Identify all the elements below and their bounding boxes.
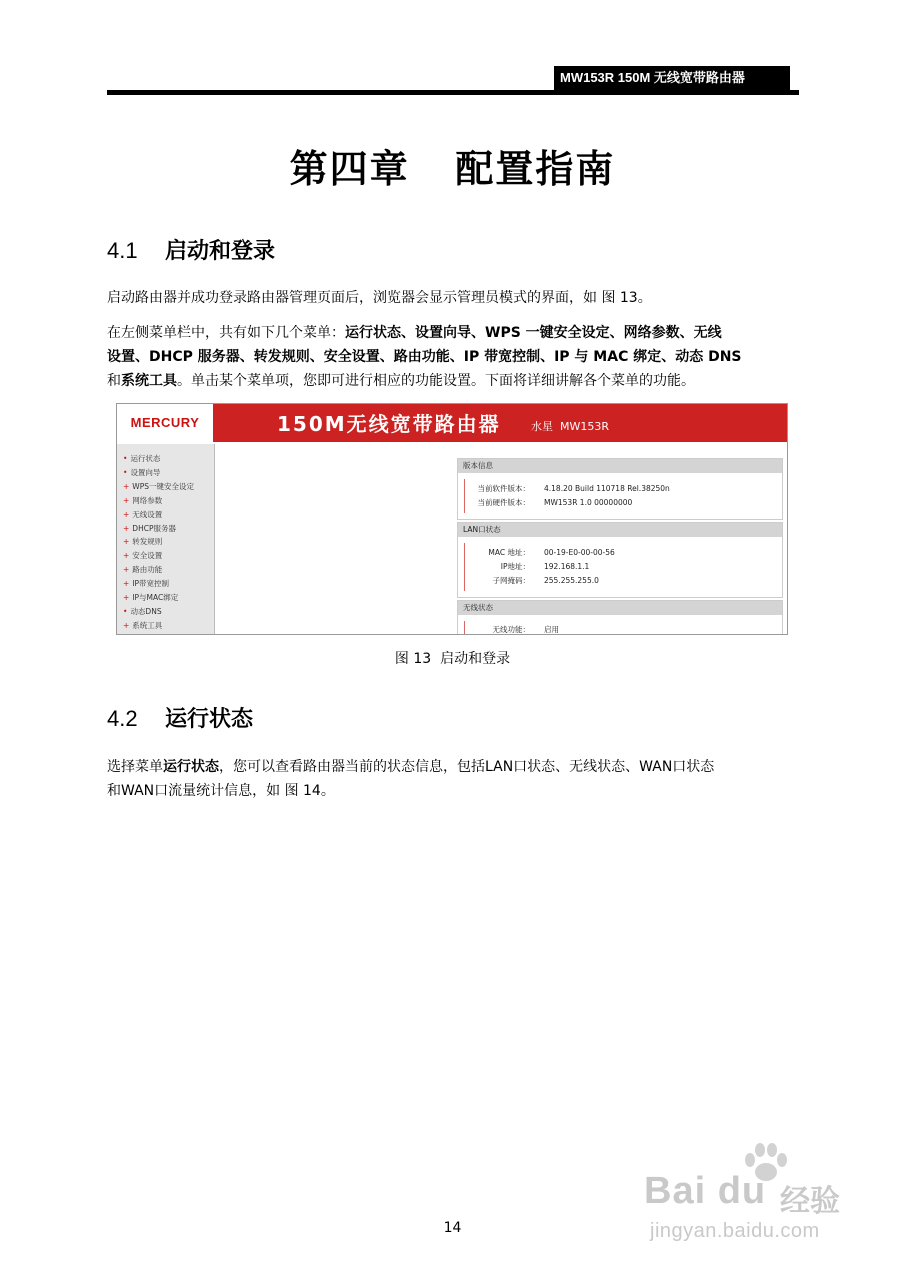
status-desc: ，您可以查看路由器当前的状态信息，包括LAN口状态、无线状态、WAN口状态 [219, 759, 715, 775]
menu-list-and: 和 [107, 373, 121, 389]
menu-list-items-3: 系统工具 [121, 373, 177, 389]
router-admin-screenshot [116, 403, 788, 635]
menu-item-ip-mac[interactable]: + IP与MAC绑定 [123, 593, 179, 603]
lan-panel [457, 522, 783, 598]
paragraph-intro: 启动路由器并成功登录路由器管理页面后，浏览器会显示管理员模式的界面，如 图 13。 [107, 290, 652, 306]
bullet-icon: • [123, 454, 128, 463]
status-menu-name: 运行状态 [163, 759, 219, 775]
menu-item-routing[interactable]: + 路由功能 [123, 565, 163, 575]
status-lead: 选择菜单 [107, 759, 163, 775]
menu-item-wizard[interactable]: • 设置向导 [123, 467, 161, 477]
menu-item-bandwidth[interactable]: + IP带宽控制 [123, 579, 170, 589]
hardware-version-row: 当前硬件版本： MW153R 1.0 00000000 [477, 498, 633, 507]
paragraph-status [107, 755, 801, 803]
bullet-icon: + [123, 579, 130, 589]
bullet-icon: + [123, 495, 130, 505]
menu-list-items-1: 运行状态、设置向导、WPS 一键安全设定、网络参数、无线 [345, 325, 722, 341]
lan-panel-heading: LAN口状态 [458, 523, 782, 537]
menu-item-wireless[interactable]: + 无线设置 [123, 509, 163, 519]
section-number: 4.1 [107, 238, 138, 263]
mercury-logo: MERCURY [117, 404, 215, 442]
bullet-icon: + [123, 537, 130, 547]
menu-item-forwarding[interactable]: + 转发规则 [123, 537, 163, 547]
panel-accent [464, 543, 465, 591]
figure-caption: 图 13 启动和登录 [394, 651, 511, 667]
page-number: 14 [443, 1220, 462, 1236]
header-rule [107, 90, 799, 95]
ip-address-row: IP地址： 192.168.1.1 [500, 562, 590, 571]
section-title: 启动和登录 [165, 239, 276, 264]
wireless-function-row: 无线功能： 启用 [492, 625, 559, 634]
section-heading-4-2 [107, 702, 253, 733]
mac-address-row: MAC 地址： 00-19-E0-00-00-56 [488, 548, 615, 557]
menu-item-wps[interactable]: + WPS一键安全设定 [123, 481, 194, 491]
panel-accent [464, 621, 465, 635]
bullet-icon: • [123, 606, 128, 616]
menu-item-ddns[interactable]: • 动态DNS [123, 606, 162, 616]
menu-item-network[interactable]: + 网络参数 [123, 495, 163, 505]
panel-accent [464, 479, 465, 513]
watermark-logo-cn: 经验 [780, 1184, 840, 1219]
menu-item-security[interactable]: + 安全设置 [123, 551, 163, 561]
menu-item-status[interactable]: • 运行状态 [123, 454, 161, 463]
menu-list-items-2: 设置、DHCP 服务器、转发规则、安全设置、路由功能、IP 带宽控制、IP 与 MAC 绑定、动态 DNS [107, 349, 742, 365]
section-title: 运行状态 [165, 707, 254, 732]
version-panel [457, 458, 783, 520]
router-model: 水星 MW153R [531, 420, 609, 433]
bullet-icon: + [123, 593, 130, 603]
subnet-mask-row: 子网掩码： 255.255.255.0 [492, 576, 599, 585]
header-title-badge: MW153R 150M 无线宽带路由器 [554, 66, 790, 90]
bullet-icon: + [123, 523, 130, 533]
bullet-icon: + [123, 620, 130, 630]
chapter-title: 第四章 配置指南 [289, 147, 616, 191]
menu-item-tools[interactable]: + 系统工具 [123, 620, 163, 630]
menu-item-dhcp[interactable]: + DHCP服务器 [123, 523, 176, 533]
watermark-url: jingyan.baidu.com [650, 1220, 820, 1242]
wireless-panel-heading: 无线状态 [458, 601, 782, 615]
bullet-icon: + [123, 481, 130, 491]
status-desc-2: 和WAN口流量统计信息，如 图 14。 [107, 783, 335, 799]
router-sidebar [117, 444, 215, 634]
menu-list-tail: 。单击某个菜单项，您即可进行相应的功能设置。下面将详细讲解各个菜单的功能。 [177, 373, 695, 389]
bullet-icon: • [123, 467, 128, 477]
paragraph-menu-list [107, 321, 801, 393]
router-menu [117, 444, 214, 633]
section-number: 4.2 [107, 706, 138, 731]
router-title: 150M无线宽带路由器 [277, 412, 501, 436]
baidu-jingyan-watermark [640, 1140, 870, 1250]
wireless-panel [457, 600, 783, 635]
version-panel-heading: 版本信息 [458, 459, 782, 473]
bullet-icon: + [123, 551, 130, 561]
bullet-icon: + [123, 565, 130, 575]
software-version-row: 当前软件版本： 4.18.20 Build 110718 Rel.38250n [477, 484, 670, 493]
bullet-icon: + [123, 509, 130, 519]
watermark-logo: Bai du [644, 1170, 767, 1212]
menu-list-lead: 在左侧菜单栏中，共有如下几个菜单： [107, 325, 345, 341]
section-heading-4-1 [107, 234, 275, 265]
